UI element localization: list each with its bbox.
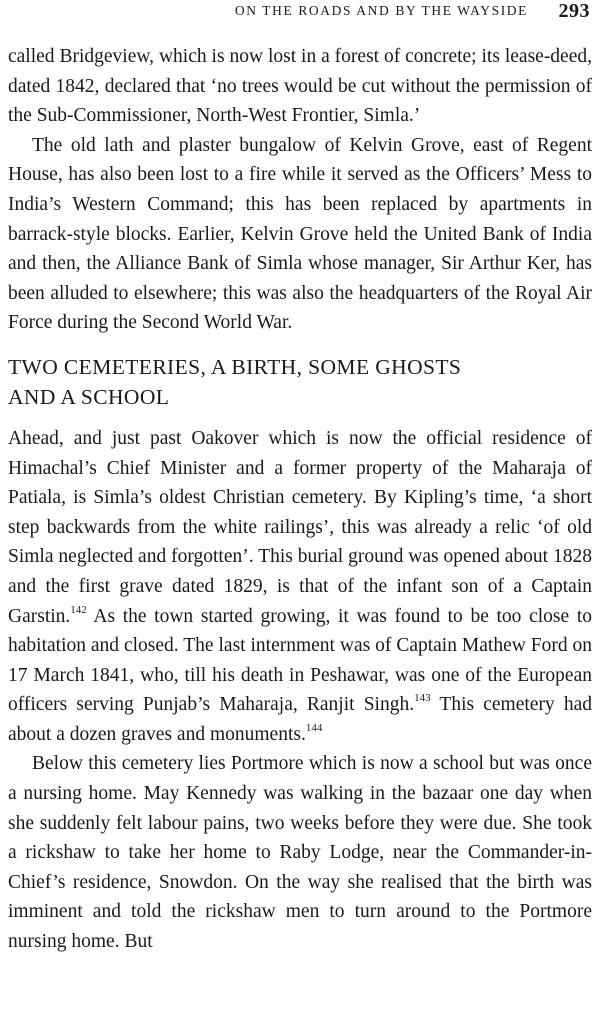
footnote-ref-142: 142 xyxy=(70,603,87,616)
body-text xyxy=(8,42,592,957)
footnote-ref-144: 144 xyxy=(305,721,323,734)
paragraph-cemetery-text-1: Ahead, and just past Oakover which is now the official residence of Himachal’s Chief Minister and a former property of the Maharaja of Patiala, is Simla’s oldest Christian cemetery. By Kipling’s time, ‘a short step backwards from the white railings’, this was already a relic ‘of old Simla neglected and forgotten’. This burial ground was opened about 1828 and the first grave dated 1829, is that of the infant son of a Captain Garstin. xyxy=(8,427,592,627)
running-title: ON THE ROADS AND BY THE WAYSIDE xyxy=(234,3,528,18)
paragraph-continued: called Bridgeview, which is now lost in a forest of concrete; its lease-deed, dated 1842, declared that ‘no trees would be cut without the permission of the Sub-Commissioner, North-West Frontier, Simla.’ xyxy=(8,46,592,127)
paragraph-cemetery-text-3: This cemetery had about a dozen graves and monuments. xyxy=(8,694,592,745)
section-heading xyxy=(8,352,592,412)
section-heading-line-2: AND A SCHOOL xyxy=(8,384,170,409)
paragraph-cemetery-text-2: As the town started growing, it was found to be too close to habitation and closed. The last internment was of Captain Mathew Ford on 17 March 1841, who, till his death in Peshawar, was one of the European officers serving Punjab’s Maharaja, Ranjit Singh. xyxy=(8,605,592,716)
footnote-ref-143: 143 xyxy=(414,692,431,705)
running-head xyxy=(0,0,600,22)
paragraph-cemetery xyxy=(8,424,592,750)
paragraph-kelvin-grove: The old lath and plaster bungalow of Kelvin Grove, east of Regent House, has also been lost to a fire while it served as the Officers’ Mess to India’s Western Command; this has been replaced by apartments in barrack-style blocks. Earlier, Kelvin Grove held the United Bank of India and then, the Alliance Bank of Simla whose manager, Sir Arthur Ker, has been alluded to elsewhere; this was also the headquarters of the Royal Air Force during the Second World War. xyxy=(8,134,592,334)
paragraph-portmore: Below this cemetery lies Portmore which is now a school but was once a nursing home. May Kennedy was walking in the bazaar one day when she suddenly felt labour pains, two weeks before they were due. She took a rickshaw to take her home to Raby Lodge, near the Commander-in-Chief’s residence, Snowdon. On the way she realised that the birth was imminent and told the rickshaw men to turn around to the Portmore nursing home. But xyxy=(8,753,592,953)
section-heading-line-1: TWO CEMETERIES, A BIRTH, SOME GHOSTS xyxy=(8,354,462,379)
page-number: 293 xyxy=(558,0,590,22)
